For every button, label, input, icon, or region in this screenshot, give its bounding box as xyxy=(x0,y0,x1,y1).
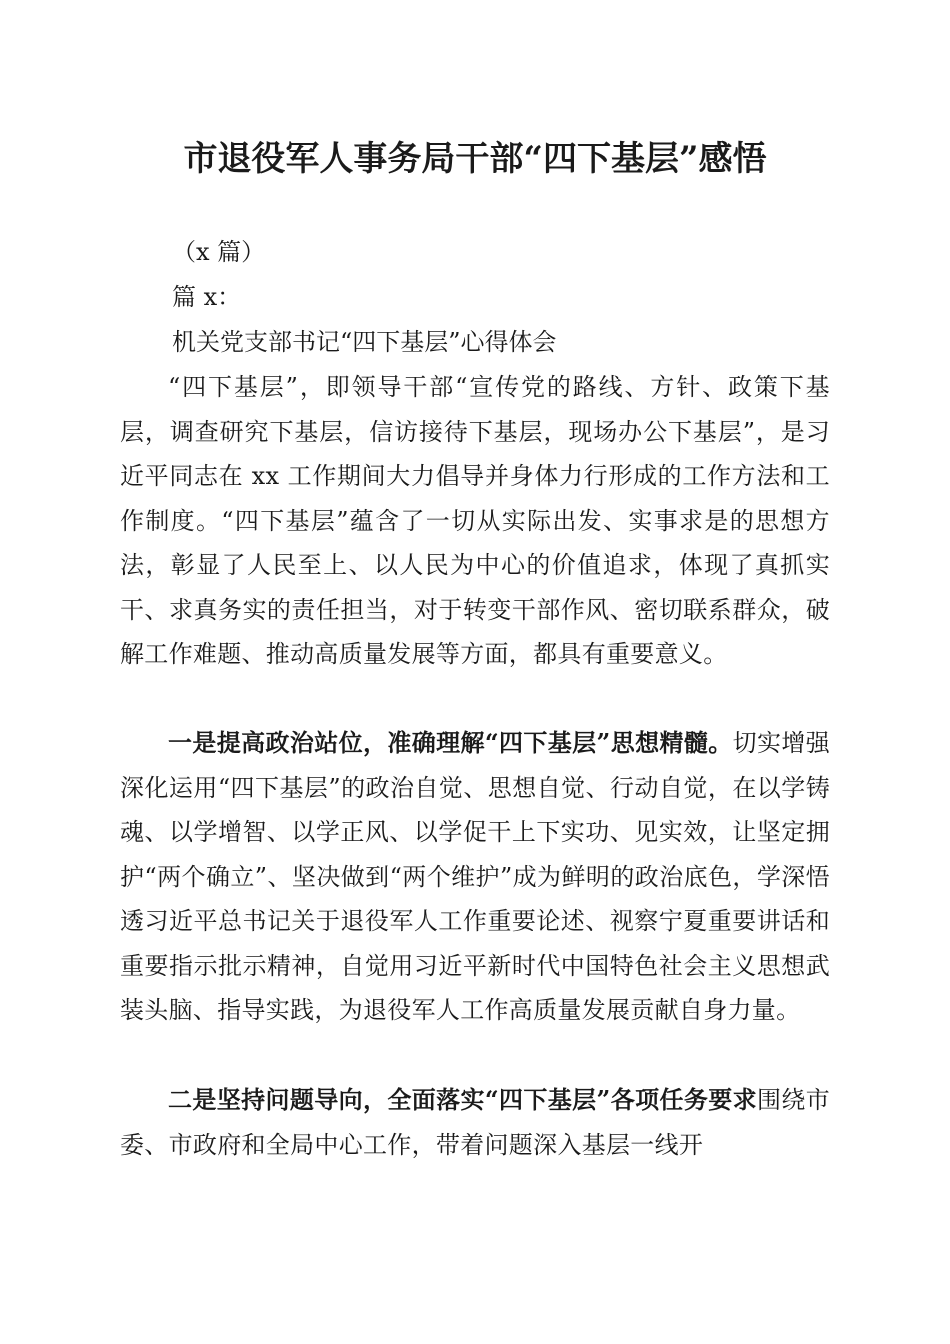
count-note: （x 篇） xyxy=(172,238,266,266)
paragraph-2-body: 切实增强深化运用“四下基层”的政治自觉、思想自觉、行动自觉，在以学铸魂、以学增智、以学正风、以学促干上下实功、见实效，让坚定拥护“两个确立”、坚决做到“两个维护”成为鲜明的政治底色，学深悟透习近平总书记关于退役军人工作重要论述、视察宁夏重要讲话和重要指示批示精神，自觉用习近平新时代中国特色社会主义思想武装头脑、指导实践，为退役军人工作高质量发展贡献自身力量。 xyxy=(120,729,830,1024)
section-label: 篇 x： xyxy=(172,283,242,311)
document-title: 市退役军人事务局干部“四下基层”感悟 xyxy=(183,139,767,179)
paragraph-3-body: 围绕市委、市政府和全局中心工作，带着问题深入基层一线开 xyxy=(120,1086,831,1159)
paragraph-2-lead: 一是提高政治站位，准确理解“四下基层”思想精髓。 xyxy=(168,728,733,757)
paragraph-1: “四下基层”，即领导干部“宣传党的路线、方针、政策下基层，调查研究下基层，信访接待下基层，现场办公下基层”，是习近平同志在 xx 工作期间大力倡导并身体力行形成的工作方法和工作制度。“四下基层”蕴含了一切从实际出发、实事求是的思想方法，彰显了人民至上、以人民为中心的价值追求，体现了真抓实干、求真务实的责任担当，对于转变干部作风、密切联系群众，破解工作难题、推动高质量发展等方面，都具有重要意义。 xyxy=(120,373,830,668)
subtitle: 机关党支部书记“四下基层”心得体会 xyxy=(172,328,557,356)
paragraph-3 xyxy=(120,1078,830,1167)
paragraph-3-lead: 二是坚持问题导向，全面落实“四下基层”各项任务要求 xyxy=(168,1085,757,1114)
paragraph-2 xyxy=(120,721,830,1033)
